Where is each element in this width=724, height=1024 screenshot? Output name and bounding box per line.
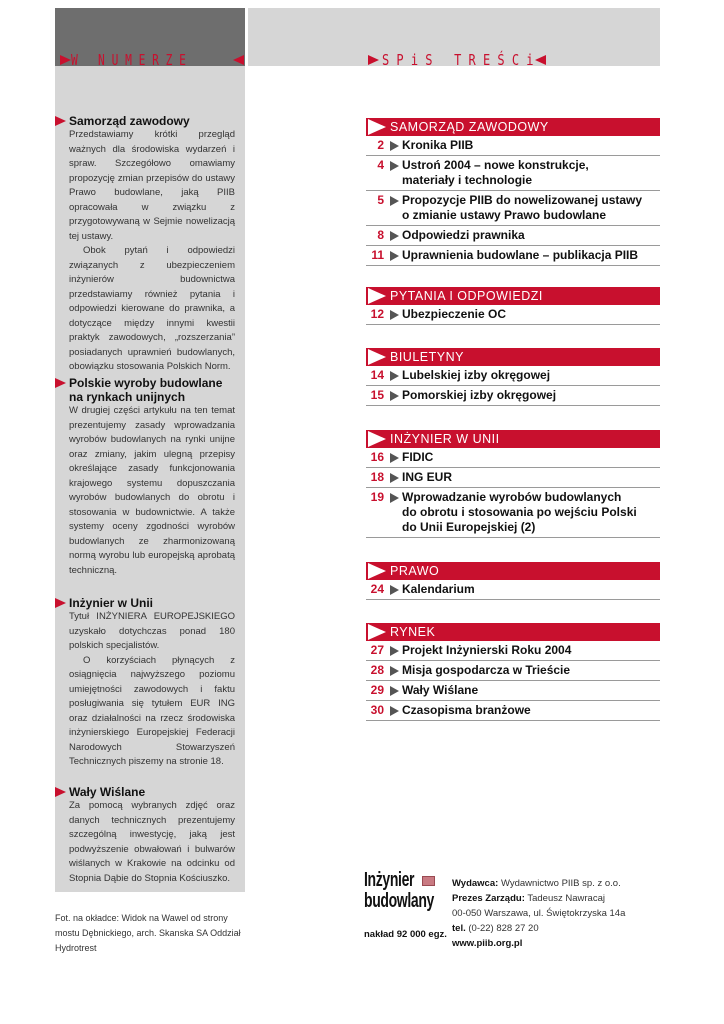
section-arrow-icon [368, 624, 386, 640]
toc-section-heading: RYNEK [366, 623, 660, 641]
entry-title: ING EUR [402, 470, 453, 484]
entry-arrow-icon [390, 141, 399, 151]
page-number: 14 [370, 368, 384, 382]
paragraph: W drugiej części artykułu na ten temat prezentujemy zasady wprowadzania wyrobów budowlanych na rynki unijne oraz zmiany, jakim ulegną przepisy określające zasady funkcjonowania krajowego systemu dopuszczania wyrobów budowlanych do obrotu i stosowania w budownictwie. A także systemy oceny zgodności wyrobów budowlanych ze zharmonizowaną normą wyrobu lub europejską aprobatą techniczną. [69, 405, 235, 576]
section-arrow-icon [368, 119, 386, 135]
toc-entry[interactable] [366, 448, 660, 468]
entry-title: Ubezpieczenie OC [402, 307, 507, 321]
entry-arrow-icon [390, 231, 399, 241]
toc-entry[interactable] [366, 191, 660, 226]
entry-arrow-icon [390, 585, 399, 595]
entry-title: Pomorskiej izby okręgowej [402, 388, 557, 402]
highlight-section [55, 785, 235, 886]
toc-entry[interactable] [366, 305, 660, 325]
entry-arrow-icon [390, 706, 399, 716]
right-triangle-icon [368, 55, 379, 65]
circulation: nakład 92 000 egz. [364, 929, 447, 940]
page-number: 8 [377, 228, 384, 242]
toc-entry[interactable] [366, 641, 660, 661]
highlight-heading: Wały Wiślane [55, 785, 235, 799]
toc-section-heading: PYTANIA I ODPOWIEDZI [366, 287, 660, 305]
entry-arrow-icon [390, 646, 399, 656]
highlight-text [69, 610, 235, 770]
publisher-info: Wydawca: Wydawnictwo PIIB sp. z o.o. Prezes Zarządu: Tadeusz Nawracaj 00-050 Warszawa, ul. Świętokrzyska 14a tel. (0-22) 828 27 20 www.piib.org.pl [452, 878, 626, 949]
left-triangle-icon [233, 55, 244, 65]
table-of-contents-title: SPiS TREŚCi [368, 50, 552, 70]
right-triangle-icon [60, 55, 71, 65]
highlight-heading: Samorząd zawodowy [55, 114, 235, 128]
bullet-triangle-icon [55, 787, 66, 797]
page-number: 4 [377, 158, 384, 172]
toc-entry[interactable] [366, 386, 660, 406]
entry-arrow-icon [390, 251, 399, 261]
highlight-section [55, 114, 235, 375]
toc-entry[interactable] [366, 661, 660, 681]
magazine-logo: Inżynier budowlany [364, 869, 434, 912]
page-number: 30 [370, 703, 384, 717]
entry-arrow-icon [390, 371, 399, 381]
entry-title: Odpowiedzi prawnika [402, 228, 525, 242]
in-this-issue-title: W NUMERZE [60, 50, 242, 70]
page-number: 16 [370, 450, 384, 464]
highlight-heading: Inżynier w Unii [55, 596, 235, 610]
section-arrow-icon [368, 288, 386, 304]
toc-entry[interactable] [366, 366, 660, 386]
toc-section-heading: PRAWO [366, 562, 660, 580]
page-number: 5 [377, 193, 384, 207]
cover-photo-note: Fot. na okładce: Widok na Wawel od strony mostu Dębnickiego, arch. Skanska SA Oddział Hydrotrest [55, 913, 241, 953]
toc-entry[interactable] [366, 136, 660, 156]
section-arrow-icon [368, 431, 386, 447]
entry-arrow-icon [390, 310, 399, 320]
toc-entry[interactable] [366, 580, 660, 600]
entry-arrow-icon [390, 196, 399, 206]
paragraph: Za pomocą wybranych zdjęć oraz danych technicznych prezentujemy szczególną inwestycję, jaką jest podwyższenie obwałowań i bulwarów wiślanych w Krakowie na odcinku od Stopnia Dąbie do Stopnia Kościuszko. [69, 800, 235, 884]
toc-section [366, 430, 660, 538]
toc-section-heading: SAMORZĄD ZAWODOWY [366, 118, 660, 136]
toc-entry[interactable] [366, 468, 660, 488]
toc-section [366, 118, 660, 266]
highlight-text [69, 404, 235, 578]
entry-title: Uprawnienia budowlane – publikacja PIIB [402, 248, 639, 262]
logo-mark-icon [422, 876, 435, 886]
toc-section [366, 287, 660, 325]
page-number: 28 [370, 663, 384, 677]
section-arrow-icon [368, 349, 386, 365]
entry-title: FIDIC [402, 450, 434, 464]
toc-entry[interactable] [366, 226, 660, 246]
highlight-section [55, 596, 235, 770]
entry-arrow-icon [390, 453, 399, 463]
entry-arrow-icon [390, 686, 399, 696]
highlight-heading: Polskie wyroby budowlane na rynkach unijnych [55, 376, 235, 404]
paragraph: O korzyściach płynących z osiągnięcia najwyższego poziomu umiejętności zawodowych i faktu posługiwania się tytułem EUR ING oraz działalności na rzecz środowiska inżynierskiego Europejskiej Federacji Narodowych Stowarzyszeń Technicznych piszemy na stronie 18. [69, 654, 235, 767]
page-number: 29 [370, 683, 384, 697]
entry-title: Propozycje PIIB do nowelizowanej ustawy o zmianie ustawy Prawo budowlane [402, 193, 643, 222]
toc-section-heading: INŻYNIER W UNII [366, 430, 660, 448]
entry-title: Misja gospodarcza w Trieście [402, 663, 571, 677]
toc-entry[interactable] [366, 488, 660, 538]
page-number: 15 [370, 388, 384, 402]
toc-section [366, 562, 660, 600]
page-number: 12 [370, 307, 384, 321]
entry-title: Wprowadzanie wyrobów budowlanych do obrotu i stosowania po wejściu Polski do Unii Europejskiej (2) [402, 490, 637, 534]
entry-title: Kronika PIIB [402, 138, 474, 152]
highlight-section [55, 376, 235, 578]
bullet-triangle-icon [55, 116, 66, 126]
paragraph: Obok pytań i odpowiedzi związanych z ubezpieczeniem inżynierów budownictwa przedstawiamy również pytania i odpowiedzi kierowane do prawnika, a dotyczące między innymi kwestii praktyk zawodowych, „rozszerzania” posiadanych uprawnień budowlanych, obowiązku stosowania Polskich Norm. [69, 245, 235, 372]
entry-title: Kalendarium [402, 582, 475, 596]
toc-entry[interactable] [366, 246, 660, 266]
paragraph: Tytuł INŻYNIERA EUROPEJSKIEGO uzyskało dotychczas ponad 180 polskich specjalistów. [69, 611, 235, 651]
toc-section [366, 623, 660, 721]
toc-entry[interactable] [366, 701, 660, 721]
bullet-triangle-icon [55, 598, 66, 608]
entry-title: Wały Wiślane [402, 683, 479, 697]
paragraph: Przedstawiamy krótki przegląd ważnych dla środowiska wydarzeń i spraw. Szczegółowo omawiamy propozycję zmian przepisów do ustawy Prawo budowlane, jaką PIIB opracowała w związku z przygotowywaną w Sejmie nowelizacją tej ustawy. [69, 129, 235, 242]
entry-arrow-icon [390, 493, 399, 503]
toc-section-heading: BIULETYNY [366, 348, 660, 366]
highlight-text [69, 128, 235, 375]
page-number: 27 [370, 643, 384, 657]
section-arrow-icon [368, 563, 386, 579]
page-number: 2 [377, 138, 384, 152]
website-link[interactable]: www.piib.org.pl [452, 938, 523, 949]
toc-entry[interactable] [366, 156, 660, 191]
entry-title: Czasopisma branżowe [402, 703, 531, 717]
page-number: 24 [370, 582, 384, 596]
entry-arrow-icon [390, 473, 399, 483]
page-number: 11 [371, 248, 384, 262]
entry-title: Ustroń 2004 – nowe konstrukcje, materiały i technologie [402, 158, 589, 187]
entry-arrow-icon [390, 391, 399, 401]
entry-title: Lubelskiej izby okręgowej [402, 368, 551, 382]
highlight-text [69, 799, 235, 886]
page-number: 19 [370, 490, 384, 504]
entry-arrow-icon [390, 161, 399, 171]
entry-arrow-icon [390, 666, 399, 676]
toc-entry[interactable] [366, 681, 660, 701]
toc-section [366, 348, 660, 406]
page-number: 18 [370, 470, 384, 484]
bullet-triangle-icon [55, 378, 66, 388]
entry-title: Projekt Inżynierski Roku 2004 [402, 643, 572, 657]
